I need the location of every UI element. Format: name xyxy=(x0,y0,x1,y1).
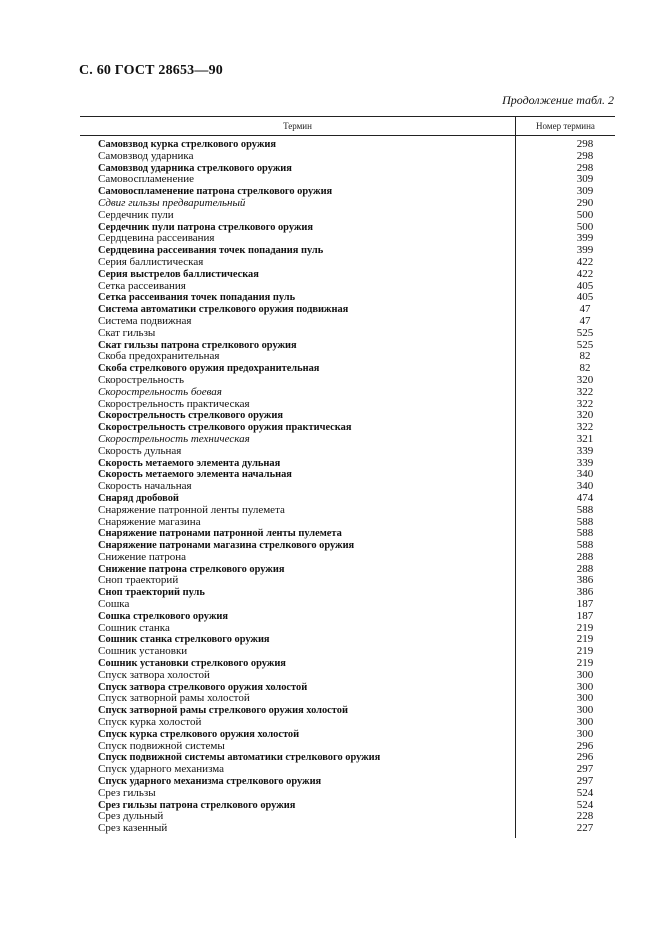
table-row xyxy=(98,528,615,540)
term-number-cell: 228 xyxy=(576,810,594,823)
term-number-cell: 588 xyxy=(576,527,594,540)
table-row xyxy=(98,233,615,245)
term-number-cell: 320 xyxy=(576,373,594,386)
term-cell: Сердечник пули xyxy=(98,208,174,221)
term-number-cell: 288 xyxy=(576,562,594,575)
term-number-cell: 525 xyxy=(576,338,594,351)
table-row xyxy=(98,575,615,587)
term-number-cell: 309 xyxy=(576,185,594,198)
term-cell: Снаряжение патронами патронной ленты пулемета xyxy=(98,528,342,540)
term-cell: Скоба стрелкового оружия предохранительная xyxy=(98,363,320,375)
term-cell: Сошка xyxy=(98,598,130,611)
term-cell: Скат гильзы патрона стрелкового оружия xyxy=(98,339,297,351)
term-cell: Сошник станка стрелкового оружия xyxy=(98,634,270,646)
term-number-cell: 340 xyxy=(576,468,594,481)
term-cell: Скорострельность xyxy=(98,373,184,386)
term-number-cell: 321 xyxy=(576,432,594,445)
term-number-cell: 399 xyxy=(576,244,594,257)
table-row xyxy=(98,399,615,411)
table-row xyxy=(98,552,615,564)
term-cell: Самовзвод курка стрелкового оружия xyxy=(98,139,276,150)
term-number-cell: 524 xyxy=(576,786,594,799)
table-row xyxy=(98,693,615,705)
term-number-cell: 320 xyxy=(576,409,594,422)
term-cell: Сноп траекторий xyxy=(98,574,179,587)
term-cell: Спуск подвижной системы xyxy=(98,739,225,752)
term-number-cell: 339 xyxy=(576,444,594,457)
term-number-cell: 300 xyxy=(576,692,594,705)
term-number-cell: 298 xyxy=(576,138,594,150)
table-top-rule xyxy=(80,116,615,117)
term-number-cell: 219 xyxy=(576,633,594,646)
term-number-cell: 525 xyxy=(576,326,594,339)
term-number-cell: 219 xyxy=(576,621,594,634)
table-row xyxy=(98,174,615,186)
term-cell: Снижение патрона xyxy=(98,550,187,563)
term-cell: Сдвиг гильзы предварительный xyxy=(98,196,246,209)
term-number-cell: 588 xyxy=(576,515,594,528)
term-cell: Сетка рассеивания xyxy=(98,279,186,292)
term-number-cell: 474 xyxy=(576,491,594,504)
table-row xyxy=(98,599,615,611)
term-number-cell: 322 xyxy=(576,421,594,434)
term-cell: Скорострельность боевая xyxy=(98,385,222,398)
term-number-cell: 339 xyxy=(576,456,594,469)
term-number-cell: 300 xyxy=(576,727,594,740)
term-cell: Сошка стрелкового оружия xyxy=(98,610,228,622)
term-number-cell: 300 xyxy=(576,716,594,729)
column-header-term: Термин xyxy=(283,121,312,131)
table-row xyxy=(98,281,615,293)
term-cell: Сошник установки xyxy=(98,645,188,658)
term-number-cell: 300 xyxy=(576,680,594,693)
table-row xyxy=(98,434,615,446)
term-cell: Скоба предохранительная xyxy=(98,350,220,363)
term-cell: Спуск затворной рамы холостой xyxy=(98,692,250,705)
table-row xyxy=(98,257,615,269)
table-row xyxy=(98,481,615,493)
term-number-cell: 405 xyxy=(576,291,594,304)
term-number-cell: 322 xyxy=(576,397,594,410)
term-cell: Спуск затворной рамы стрелкового оружия холостой xyxy=(98,705,348,717)
table-row xyxy=(98,375,615,387)
term-cell: Сердечник пули патрона стрелкового оружия xyxy=(98,221,314,233)
term-cell: Сердцевина рассеивания xyxy=(98,232,215,245)
term-cell: Сошник станка xyxy=(98,621,170,634)
table-row xyxy=(98,269,615,281)
term-cell: Скорость метаемого элемента начальная xyxy=(98,469,292,481)
terms-index-table xyxy=(80,116,615,838)
table-row xyxy=(98,410,615,422)
term-cell: Снаряжение магазина xyxy=(98,515,201,528)
term-cell: Система автоматики стрелкового оружия подвижная xyxy=(98,304,349,316)
term-cell: Снаряжение патронной ленты пулемета xyxy=(98,503,285,516)
term-number-cell: 227 xyxy=(576,822,594,835)
term-cell: Спуск ударного механизма стрелкового оружия xyxy=(98,776,322,788)
table-continuation-label: Продолжение табл. 2 xyxy=(502,93,614,107)
term-cell: Скорострельность практическая xyxy=(98,397,250,410)
table-row xyxy=(98,741,615,753)
term-number-cell: 309 xyxy=(576,173,594,186)
term-cell: Самовзвод ударника стрелкового оружия xyxy=(98,162,292,174)
term-cell: Снижение патрона стрелкового оружия xyxy=(98,563,285,575)
term-number-cell: 187 xyxy=(576,609,594,622)
term-number-cell: 297 xyxy=(576,763,594,776)
table-row xyxy=(98,611,615,623)
term-cell: Скорость начальная xyxy=(98,480,192,493)
term-number-cell: 219 xyxy=(576,645,594,658)
table-row xyxy=(98,446,615,458)
term-number-cell: 588 xyxy=(576,539,594,552)
table-row xyxy=(98,729,615,741)
term-number-cell: 296 xyxy=(576,751,594,764)
term-cell: Самовоспламенение xyxy=(98,173,194,186)
term-cell: Спуск курка холостой xyxy=(98,716,202,729)
term-number-cell: 219 xyxy=(576,657,594,670)
table-row xyxy=(98,788,615,800)
term-number-cell: 500 xyxy=(576,208,594,221)
term-cell: Сетка рассеивания точек попадания пуль xyxy=(98,292,296,304)
column-header-number: Номер термина xyxy=(536,121,595,131)
term-number-cell: 290 xyxy=(576,196,594,209)
table-row xyxy=(98,811,615,823)
term-cell: Спуск подвижной системы автоматики стрелкового оружия xyxy=(98,752,381,764)
term-cell: Снаряд дробовой xyxy=(98,492,179,504)
table-row xyxy=(98,493,615,505)
table-row xyxy=(98,623,615,635)
term-cell: Скорострельность стрелкового оружия практическая xyxy=(98,422,352,434)
table-row xyxy=(98,776,615,788)
term-cell: Спуск ударного механизма xyxy=(98,763,225,776)
term-cell: Скорострельность техническая xyxy=(98,432,250,445)
table-row xyxy=(98,351,615,363)
term-number-cell: 422 xyxy=(576,267,594,280)
table-row xyxy=(98,800,615,812)
table-row xyxy=(98,292,615,304)
term-cell: Срез гильзы патрона стрелкового оружия xyxy=(98,799,296,811)
term-cell: Скорость дульная xyxy=(98,444,182,457)
table-row xyxy=(98,505,615,517)
term-cell: Сошник установки стрелкового оружия xyxy=(98,658,286,670)
term-cell: Самовоспламенение патрона стрелкового оружия xyxy=(98,186,333,198)
term-number-cell: 386 xyxy=(576,574,594,587)
term-cell: Серия баллистическая xyxy=(98,255,204,268)
term-number-cell: 288 xyxy=(576,550,594,563)
term-number-cell: 297 xyxy=(576,775,594,788)
term-cell: Скат гильзы xyxy=(98,326,156,339)
table-row xyxy=(98,387,615,399)
term-number-cell: 298 xyxy=(576,149,594,162)
term-number-cell: 300 xyxy=(576,704,594,717)
term-number-cell: 386 xyxy=(576,586,594,599)
term-number-cell: 82 xyxy=(579,362,591,375)
table-row xyxy=(98,646,615,658)
term-cell: Скорострельность стрелкового оружия xyxy=(98,410,283,422)
term-number-cell: 524 xyxy=(576,798,594,811)
term-cell: Спуск затвора стрелкового оружия холостой xyxy=(98,681,308,693)
table-row xyxy=(98,587,615,599)
term-number-cell: 187 xyxy=(576,598,594,611)
term-number-cell: 322 xyxy=(576,385,594,398)
term-number-cell: 399 xyxy=(576,232,594,245)
table-row xyxy=(98,316,615,328)
term-number-cell: 47 xyxy=(579,314,591,327)
term-cell: Сноп траекторий пуль xyxy=(98,587,205,599)
table-header-rule xyxy=(80,135,615,136)
table-row xyxy=(98,328,615,340)
table-row xyxy=(98,764,615,776)
term-cell: Спуск затвора холостой xyxy=(98,668,210,681)
term-cell: Срез казенный xyxy=(98,822,168,835)
term-number-cell: 588 xyxy=(576,503,594,516)
term-cell: Система подвижная xyxy=(98,314,192,327)
table-row xyxy=(98,458,615,470)
term-number-cell: 340 xyxy=(576,480,594,493)
term-cell: Самовзвод ударника xyxy=(98,149,194,162)
term-number-cell: 298 xyxy=(576,161,594,174)
table-row xyxy=(98,670,615,682)
table-row xyxy=(98,823,615,835)
term-cell: Снаряжение патронами магазина стрелкового оружия xyxy=(98,540,355,552)
term-number-cell: 300 xyxy=(576,668,594,681)
term-number-cell: 296 xyxy=(576,739,594,752)
page-header: С. 60 ГОСТ 28653—90 xyxy=(79,63,223,78)
table-body xyxy=(98,139,615,835)
term-number-cell: 422 xyxy=(576,255,594,268)
table-row xyxy=(98,151,615,163)
term-cell: Срез гильзы xyxy=(98,786,156,799)
term-number-cell: 405 xyxy=(576,279,594,292)
term-cell: Серия выстрелов баллистическая xyxy=(98,268,259,280)
table-row xyxy=(98,210,615,222)
table-row xyxy=(98,717,615,729)
table-row xyxy=(98,198,615,210)
term-cell: Спуск курка стрелкового оружия холостой xyxy=(98,728,300,740)
term-cell: Скорость метаемого элемента дульная xyxy=(98,457,281,469)
term-cell: Сердцевина рассеивания точек попадания пуль xyxy=(98,245,324,257)
term-number-cell: 47 xyxy=(579,303,591,316)
term-cell: Срез дульный xyxy=(98,810,164,823)
term-number-cell: 82 xyxy=(579,350,591,363)
table-row xyxy=(98,517,615,529)
term-number-cell: 500 xyxy=(576,220,594,233)
